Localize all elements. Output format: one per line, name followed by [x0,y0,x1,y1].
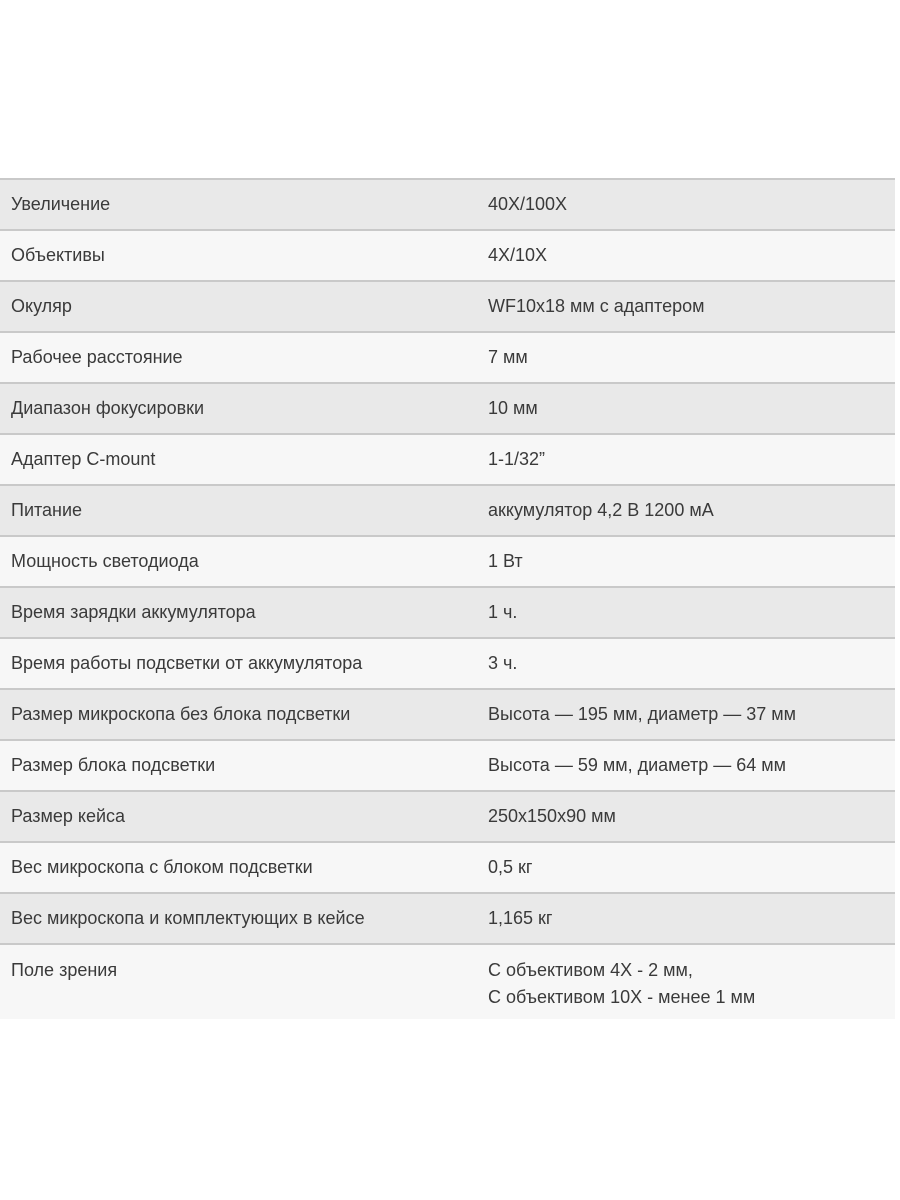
spec-label: Вес микроскопа с блоком подсветки [11,857,313,877]
spec-label: Адаптер C-mount [11,449,156,469]
specifications-table [0,178,895,1019]
spec-value: WF10x18 мм с адаптером [488,296,705,316]
table-row [0,638,895,689]
table-row [0,332,895,383]
spec-label: Увеличение [11,194,111,214]
table-row [0,791,895,842]
table-row [0,587,895,638]
table-row [0,740,895,791]
table-row [0,383,895,434]
spec-label: Окуляр [11,296,72,316]
spec-label: Объективы [11,245,105,265]
table-row [0,434,895,485]
spec-value: 250x150x90 мм [488,806,616,826]
table-row [0,230,895,281]
spec-value: Высота — 59 мм, диаметр — 64 мм [488,755,786,775]
spec-value: 1-1/32” [488,449,546,469]
spec-label: Время работы подсветки от аккумулятора [11,653,363,673]
spec-value: 1 Вт [488,551,523,571]
spec-label: Мощность светодиода [11,551,199,571]
table-row [0,536,895,587]
spec-value: 1,165 кг [488,908,553,928]
table-row [0,485,895,536]
spec-value-line: С объективом 10X - менее 1 мм [488,987,756,1007]
spec-label: Рабочее расстояние [11,347,183,367]
spec-label: Вес микроскопа и комплектующих в кейсе [11,908,365,928]
spec-label: Размер кейса [11,806,126,826]
table-row [0,944,895,1019]
spec-label: Размер микроскопа без блока подсветки [11,704,351,724]
spec-value: 0,5 кг [488,857,533,877]
table-row [0,281,895,332]
spec-label: Время зарядки аккумулятора [11,602,256,622]
spec-label: Питание [11,500,83,520]
spec-value-line: С объективом 4X - 2 мм, [488,960,693,980]
spec-value: 3 ч. [488,653,518,673]
spec-value: 40X/100X [488,194,568,214]
table-row [0,179,895,230]
spec-value [476,944,895,1019]
table-row [0,842,895,893]
table-row [0,893,895,944]
spec-value: 1 ч. [488,602,518,622]
spec-value: аккумулятор 4,2 В 1200 мА [488,500,714,520]
spec-value: Высота — 195 мм, диаметр — 37 мм [488,704,796,724]
spec-value: 4X/10X [488,245,548,265]
spec-label: Размер блока подсветки [11,755,216,775]
spec-label: Диапазон фокусировки [11,398,205,418]
spec-value: 10 мм [488,398,538,418]
spec-value: 7 мм [488,347,528,367]
table-row [0,689,895,740]
spec-label: Поле зрения [11,960,118,980]
